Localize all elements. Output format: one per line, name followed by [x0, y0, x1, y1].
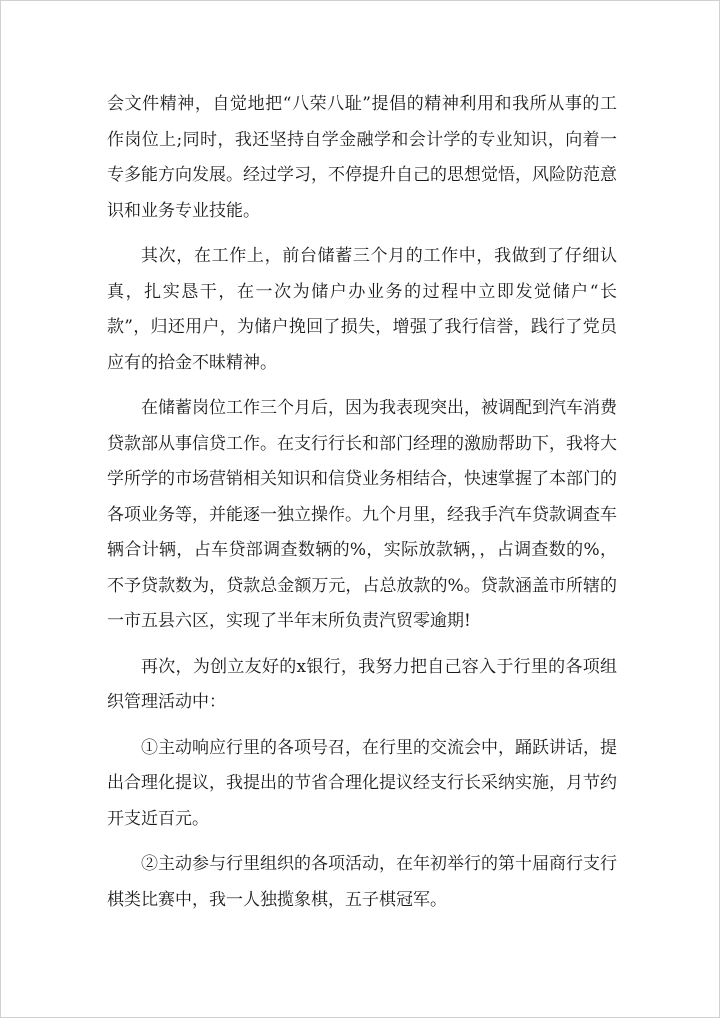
paragraph-4: 再次，为创立友好的x银行，我努力把自己容入于行里的各项组织管理活动中： [107, 656, 617, 712]
paragraph-2: 其次，在工作上，前台储蓄三个月的工作中，我做到了仔细认真，扎实恳干，在一次为储户办业务的过程中立即发觉储户“长款”，归还用户，为储户挽回了损失，增强了我行信誉，践行了党员应有的拾金不昧精神。 [107, 246, 617, 373]
paragraph-1: 会文件精神，自觉地把“八荣八耻”提倡的精神利用和我所从事的工作岗位上;同时，我还坚持自学金融学和会计学的专业知识，向着一专多能方向发展。经过学习，不停提升自己的思想觉悟，风险防范意识和业务专业技能。 [107, 94, 617, 221]
document-body [107, 87, 617, 918]
paragraph-3: 在储蓄岗位工作三个月后，因为我表现突出，被调配到汽车消费贷款部从事信贷工作。在支行行长和部门经理的激励帮助下，我将大学所学的市场营销相关知识和信贷业务相结合，快速掌握了本部门的各项业务等，并能逐一独立操作。九个月里，经我手汽车贷款调查车辆合计辆，占车贷部调查数辆的%，实际放款辆，，占调查数的%，不予贷款数为，贷款总金额万元，占总放款的%。贷款涵盖市所辖的一市五县六区，实现了半年末所负责汽贸零逾期! [107, 398, 617, 631]
paragraph-5: ①主动响应行里的各项号召，在行里的交流会中，踊跃讲话，提出合理化提议，我提出的节省合理化提议经支行长采纳实施，月节约开支近百元。 [107, 737, 617, 829]
paragraph-6: ②主动参与行里组织的各项活动，在年初举行的第十届商行支行棋类比赛中，我一人独揽象棋，五子棋冠军。 [107, 854, 617, 910]
